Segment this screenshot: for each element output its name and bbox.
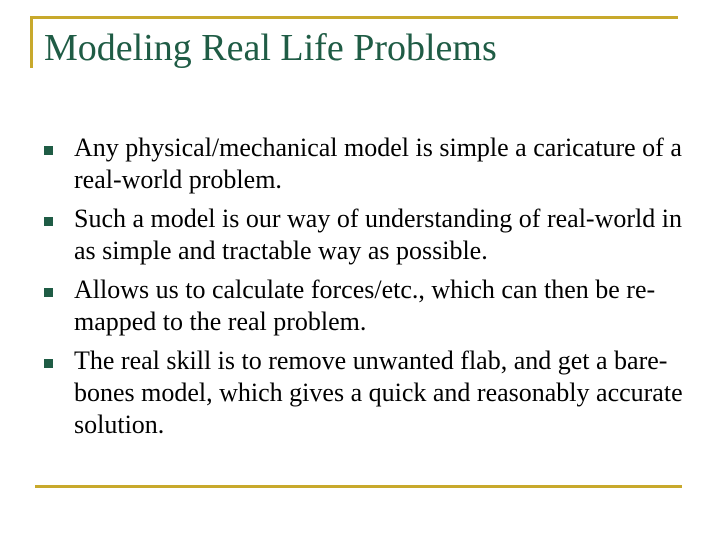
bullet-item [44,203,694,267]
square-bullet-icon [44,217,53,226]
bullet-item [44,274,694,338]
slide-title: Modeling Real Life Problems [44,27,497,69]
bullet-item [44,132,694,196]
bullet-list [44,132,694,448]
square-bullet-icon [44,288,53,297]
bullet-text: The real skill is to remove unwanted flab, and get a bare-bones model, which gives a quick and reasonably accurate solution. [74,346,683,439]
square-bullet-icon [44,146,53,155]
square-bullet-icon [44,359,53,368]
frame-left-rule [30,16,33,68]
frame-top-rule [30,16,678,19]
bullet-item [44,345,694,441]
bullet-text: Allows us to calculate forces/etc., which can then be re-mapped to the real problem. [74,275,656,336]
bullet-text: Any physical/mechanical model is simple a caricature of a real-world problem. [74,133,682,194]
bullet-text: Such a model is our way of understanding of real-world in as simple and tractable way as possible. [74,204,682,265]
bottom-rule [35,485,682,488]
